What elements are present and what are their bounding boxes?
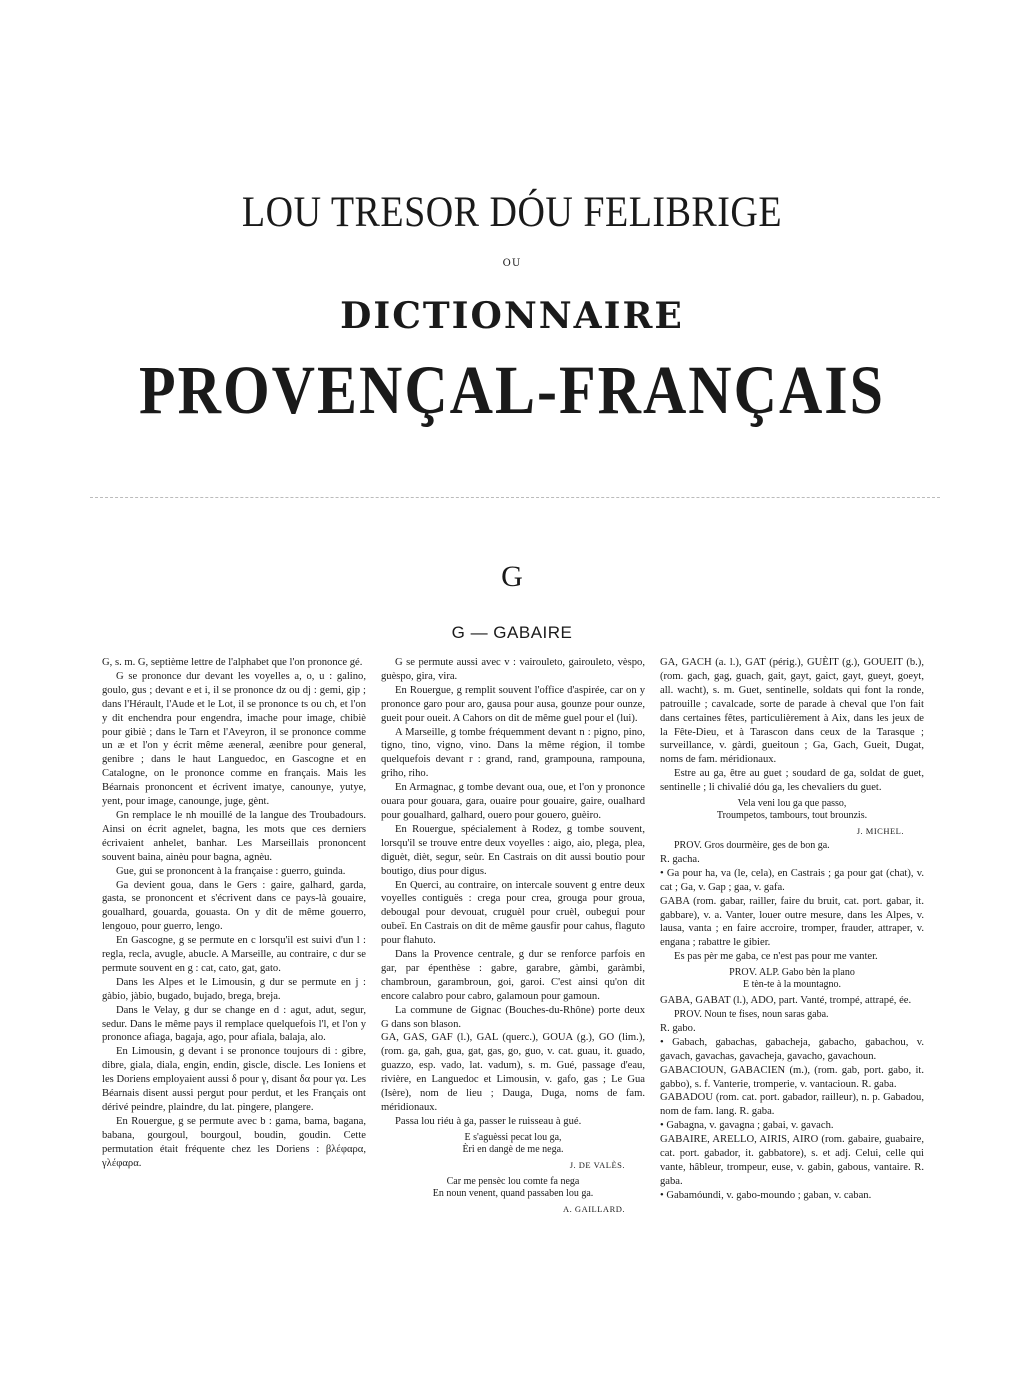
verse-quote — [381, 1176, 645, 1200]
entry-paragraph: Gn remplace le nh mouillé de la langue des Troubadours. Ainsi on écrit agnelet, bagna, les mots que ces derniers écrivaient anhelet, banhar. Les Marseillais prononcent souvent baina, ainèu pour bagna, agnèu. — [102, 809, 366, 863]
entry-paragraph: Dans le Velay, g dur se change en d : agut, adut, segur, sedur. Dans le même pays il remplace quelquefois l'l, et l'on y prononce afiaga, bagaja, ago, pour afiala, balaja, alo. — [102, 1004, 366, 1044]
title-conjunction: OU — [502, 258, 522, 269]
quote-author: J. DE VALÈS. — [569, 1159, 625, 1170]
entry-headword-gabacioun: GABACIOUN, GABACIEN (m.), (rom. gab, port. gabo, it. gabbo), s. f. Vanterie, tromperie, v. vantacioun. R. gaba. — [660, 1064, 924, 1090]
column-2 — [381, 656, 645, 1217]
quote-author: J. MICHEL. — [856, 826, 904, 837]
verse-quote — [660, 967, 924, 991]
verse-quote — [660, 798, 924, 822]
verse-line: PROV. ALP. Gabo bèn la plano — [729, 967, 855, 979]
verse-line: Vela veni lou ga que passo, — [737, 798, 847, 810]
entry-paragraph: G se prononce dur devant les voyelles a, o, u : galino, goulo, gus ; devant e et i, il se prononce dz ou dj : gemi, gip ; dans l'Hérault, l'Aude et le Lot, il se prononce ts ou ch, et l'on y dit enchendra pour engendra, imache pour image, chibiè pour gibiè ; dans le Tarn et l'Aveyron, il se prononce comme un æ et l'on y écrit même æeneral, æenibre pour general, genibre ; dans le haut Languedoc, en Gascogne et en Catalogne, on le prononce comme en français. Mais les Béarnais prononcent et écrivent imatye, canounye, yutye, yent, pour image, canounge, juge, gènt. — [102, 670, 366, 808]
column-1 — [102, 656, 366, 1171]
entry-paragraph: En Rouergue, spécialement à Rodez, g tombe souvent, lorsqu'il se trouve entre deux voyelles : aigo, aio, plega, plea, diguèt, dièt, segur, seùr. En Castrais on dit aussi boutio pour boutigo, dius pour digus. — [381, 823, 645, 877]
entry-paragraph: La commune de Gignac (Bouches-du-Rhône) porte deux G dans son blason. — [381, 1004, 645, 1030]
entry-paragraph: En Querci, au contraire, on intercale souvent g entre deux voyelles contiguës : crega pour crea, grouga pour groua, debougal pour devouat, cruguèl pour cruèl, oubegui pour oubeï. En Castrais on dit de même gausfir pour cahus, flaguto pour flahuto. — [381, 879, 645, 947]
entry-paragraph: En Limousin, g devant i se prononce toujours di : gibre, dibre, giala, diala, engin, endin, giscle, discle. Les Ioniens et les Doriens employaient aussi δ pour γ, disant δα pour γα. Les Béarnais disent aussi pergut pour perdut, et les Français ont dérivé peindre, plaindre, du lat. pingere, plangere. — [102, 1046, 366, 1113]
entry-paragraph: En Rouergue, g se permute avec b : gama, bama, bagana, babana, gourgoul, bourgoul, boudin, goudin. Cette permutation était fréquente chez les Doriens : βλέφαρα, γλέφαρα. — [102, 1115, 366, 1169]
entry-paragraph: A Marseille, g tombe fréquemment devant n : pigno, pino, tigno, tino, vigno, vino. Dans la même région, il tombe quelquefois devant r : grand, rand, grampouna, rampouna, griho, riho. — [381, 726, 645, 780]
proverb: PROV. Noun te fises, noun saras gaba. — [674, 1009, 829, 1021]
verse-line: Èri en dangè de me nega. — [462, 1143, 564, 1155]
entry-paragraph: En Gascogne, g se permute en c lorsqu'il est suivi d'un l : regla, recla, avugle, abucle. A Marseille, au contraire, c dur se permute souvent en g : cat, cato, gat, gato. — [102, 935, 366, 974]
entry-paragraph: • Gabach, gabachas, gabacheja, gabacho, gabachou, v. gavach, gavachas, gavacheja, gavacho, gavachoun. — [660, 1036, 924, 1062]
entry-headword-gaba: GABA (rom. gabar, railler, faire du bruit, cat. port. gabar, it. gabbare), v. a. Vanter, louer outre mesure, dans les Alpes, v. lausa, vanta ; en faire accroire, tromper, frauder, attraper, v. engana ; rabattre le gibier. — [660, 895, 924, 949]
section-letter: G — [501, 560, 523, 593]
etymology-ref: R. gacha. — [660, 853, 700, 865]
entry-headword-gaba-participle: GABA, GABAT (l.), ADO, part. Vanté, trompé, attrapé, ée. — [660, 995, 912, 1007]
entry-example: Estre au ga, être au guet ; soudard de ga, soldat de guet, sentinelle ; li chivalié dóu ga, les chevaliers du guet. — [660, 768, 924, 794]
verse-quote — [381, 1132, 645, 1156]
title-provencal-francais: PROVENÇAL-FRANÇAIS — [138, 351, 885, 428]
entry-headword-gabaire: GABAIRE, ARELLO, AIRIS, AIRO (rom. gabaire, guabaire, cat. port. gabador, it. gabbatore), s. et adj. Celui, celle qui vante, hâbleur, trompeur, euse, v. gabin, gabous, vantaire. R. gaba. — [660, 1134, 924, 1187]
entry-paragraph: Gue, gui se prononcent à la française : guerro, guinda. — [116, 865, 346, 877]
verse-line: Troumpetos, tambours, tout brounzis. — [716, 810, 868, 822]
entry-paragraph: Ga devient goua, dans le Gers : gaire, galhard, garda, gasta, se prononcent et s'écrivent dans ce pays-là gouaire, goualhard, gouarda, gouasta. On y dit de même gouerro, lengouo, pour guerro, lengo. — [102, 879, 366, 933]
entry-paragraph: Dans la Provence centrale, g dur se renforce parfois en gar, par épenthèse : gabre, garabre, gàmbi, garàmbi, chambroun, garambroun, goi, garoi. C'est ainsi qu'on dit encore calabro pour cabro, galamoun pour gamoun. — [381, 949, 645, 1002]
title-dictionnaire: DICTIONNAIRE — [340, 295, 684, 337]
divider-rule — [90, 497, 940, 498]
entry-paragraph: Dans les Alpes et le Limousin, g dur se permute en j : gàbio, jàbio, bugado, bujado, brega, breja. — [102, 976, 366, 1002]
entry-paragraph: En Rouergue, g remplit souvent l'office d'aspirée, car on y prononce garo pour aro, gausa pour ausa, gounze pour ounze, gueit pour oueit. A Cahors on dit de même guel pour el (lui). — [381, 684, 645, 724]
quote-author: A. GAILLARD. — [563, 1203, 625, 1214]
page-title: LOU TRESOR DÓU FELIBRIGE — [241, 187, 783, 237]
entry-paragraph: En Armagnac, g tombe devant oua, oue, et l'on y prononce ouara pour gouara, gara, ouaire pour gouaire, gaire, oualhard pour goualhard, galhard, ouero pour gouero, guèiro. — [381, 782, 645, 821]
verse-line: E s'aguèssi pecat lou ga, — [464, 1131, 562, 1143]
proverb: PROV. Gros dourmèire, ges de bon ga. — [674, 839, 830, 851]
etymology-ref: R. gabo. — [660, 1022, 696, 1034]
entry-paragraph: G, s. m. G, septième lettre de l'alphabet que l'on prononce gé. — [102, 657, 363, 668]
entry-headword-gabadou: GABADOU (rom. cat. port. gabador, railleur), n. p. Gabadou, nom de fam. lang. R. gaba. — [660, 1092, 924, 1118]
column-3 — [660, 656, 924, 1203]
entry-example: Passa lou riéu à ga, passer le ruisseau à gué. — [395, 1115, 582, 1127]
verse-line: E tèn-te à la mountagno. — [742, 979, 842, 991]
verse-line: Car me pensèc lou comte fa nega — [446, 1175, 580, 1187]
entry-paragraph: • Gabamóundi, v. gabo-moundo ; gaban, v. caban. — [660, 1189, 872, 1201]
entry-example: Es pas pèr me gaba, ce n'est pas pour me vanter. — [674, 951, 878, 963]
verse-line: En noun venent, quand passaben lou ga. — [432, 1187, 594, 1199]
entry-headword-ga-gach: GA, GACH (a. l.), GAT (périg.), GUÈIT (g.), GOUEIT (b.), (rom. gach, gag, guach, gait, gayt, gaict, gayt, gueyt, goeyt, all. wacht), s. m. Guet, sentinelle, soldats qui font la ronde, patrouille ; cavalcade, sorte de parade à cheval que l'on fait dans certaines fêtes, particulièrement à Aix, dans les jeux de la Fête-Dieu, et à Tarascon dans ceux de la Tarasque ; surveillance, v. gàrdi, gueitoun ; Ga, Gach, Gueit, Dugat, noms de fam. méridionaux. — [660, 657, 924, 766]
entry-paragraph: • Gabagna, v. gavagna ; gabai, v. gavach. — [660, 1120, 834, 1132]
running-head: G — GABAIRE — [451, 623, 573, 642]
entry-paragraph: • Ga pour ha, va (le, cela), en Castrais ; ga pour gat (chat), v. cat ; Ga, v. Gap ; gaa, v. gafa. — [660, 867, 924, 893]
entry-paragraph: G se permute aussi avec v : vairouleto, gairouleto, vèspo, guèspo, gira, vira. — [381, 657, 645, 682]
entry-headword-ga: GA, GAS, GAF (l.), GAL (querc.), GOUA (g.), GO (lim.), (rom. ga, gah, gua, gat, gas, go, guo, v. cat. guau, it. guado, guazzo, esp. vado, lat. vadum), s. m. Gué, passage d'eau, rivière, en Languedoc et Limousin, v. gafo, gas ; Le Gua (Isère), nom de lieu ; Dauga, Duga, noms de fam. méridionaux. — [381, 1032, 645, 1113]
